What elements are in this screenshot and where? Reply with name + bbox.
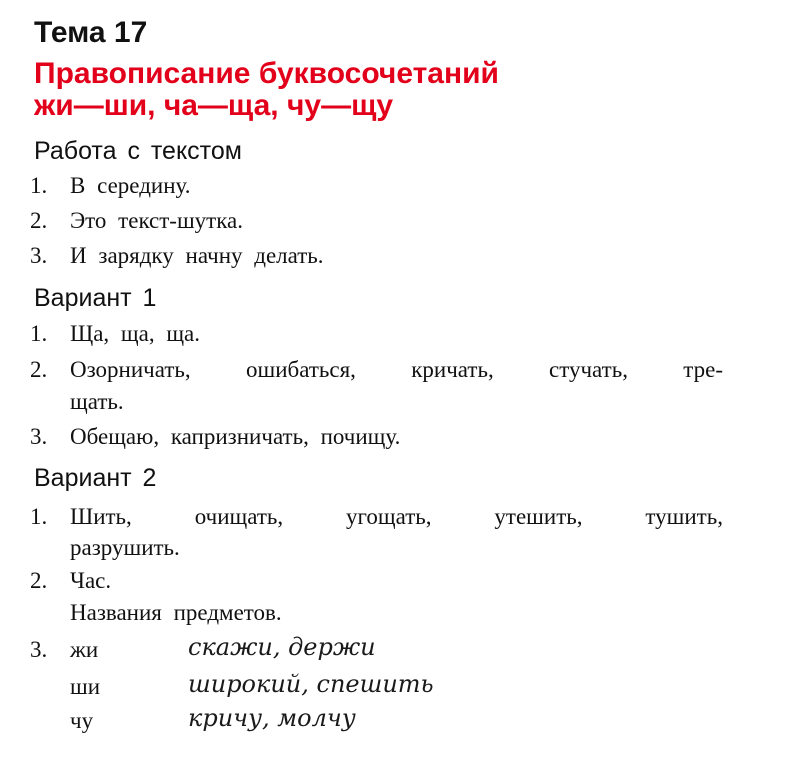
item-text: Час.	[70, 568, 112, 593]
syllable: чу	[70, 708, 94, 733]
word: утешить,	[494, 504, 583, 529]
handwritten-answer: скажи, держи	[188, 633, 376, 661]
section-heading-text-work: Работа с текстом	[34, 137, 242, 165]
item-number: 1.	[30, 173, 48, 198]
handwritten-answer: кричу, молчу	[188, 704, 356, 732]
word: очищать,	[194, 504, 284, 529]
item-continuation: щать.	[70, 389, 124, 414]
topic-title-line-2: жи—ши, ча—ща, чу—щу	[34, 89, 394, 122]
word: Шить,	[70, 504, 132, 529]
item-text: В середину.	[70, 173, 191, 198]
item-number: 2.	[30, 568, 48, 593]
word: тушить,	[645, 504, 723, 529]
item-text-line-2: Названия предметов.	[70, 600, 282, 625]
section-heading-variant-1: Вариант 1	[34, 284, 157, 312]
item-number: 1.	[30, 321, 48, 346]
topic-number: Тема 17	[34, 16, 148, 49]
item-number: 2.	[30, 357, 48, 382]
topic-title-line-1: Правописание буквосочетаний	[34, 57, 499, 90]
word: стучать,	[549, 357, 628, 382]
section-heading-variant-2: Вариант 2	[34, 464, 157, 492]
word: ошибаться,	[245, 357, 356, 382]
item-number: 3.	[30, 637, 48, 662]
item-words-line	[70, 504, 723, 530]
item-text: И зарядку начну делать.	[70, 243, 324, 268]
item-number: 1.	[30, 504, 48, 529]
item-number: 3.	[30, 243, 48, 268]
word: тре-	[683, 357, 723, 382]
syllable: жи	[70, 637, 99, 662]
word: Озорничать,	[70, 357, 191, 382]
word: угощать,	[346, 504, 432, 529]
handwritten-answer: широкий, спешить	[188, 670, 434, 698]
item-words-line	[70, 357, 723, 383]
word: кричать,	[411, 357, 494, 382]
item-number: 2.	[30, 208, 48, 233]
item-text: Ща, ща, ща.	[70, 321, 200, 346]
item-text: Это текст-шутка.	[70, 208, 244, 233]
syllable: ши	[70, 674, 101, 699]
item-continuation: разрушить.	[70, 535, 180, 560]
item-text: Обещаю, капризничать, почищу.	[70, 424, 401, 449]
item-number: 3.	[30, 424, 48, 449]
